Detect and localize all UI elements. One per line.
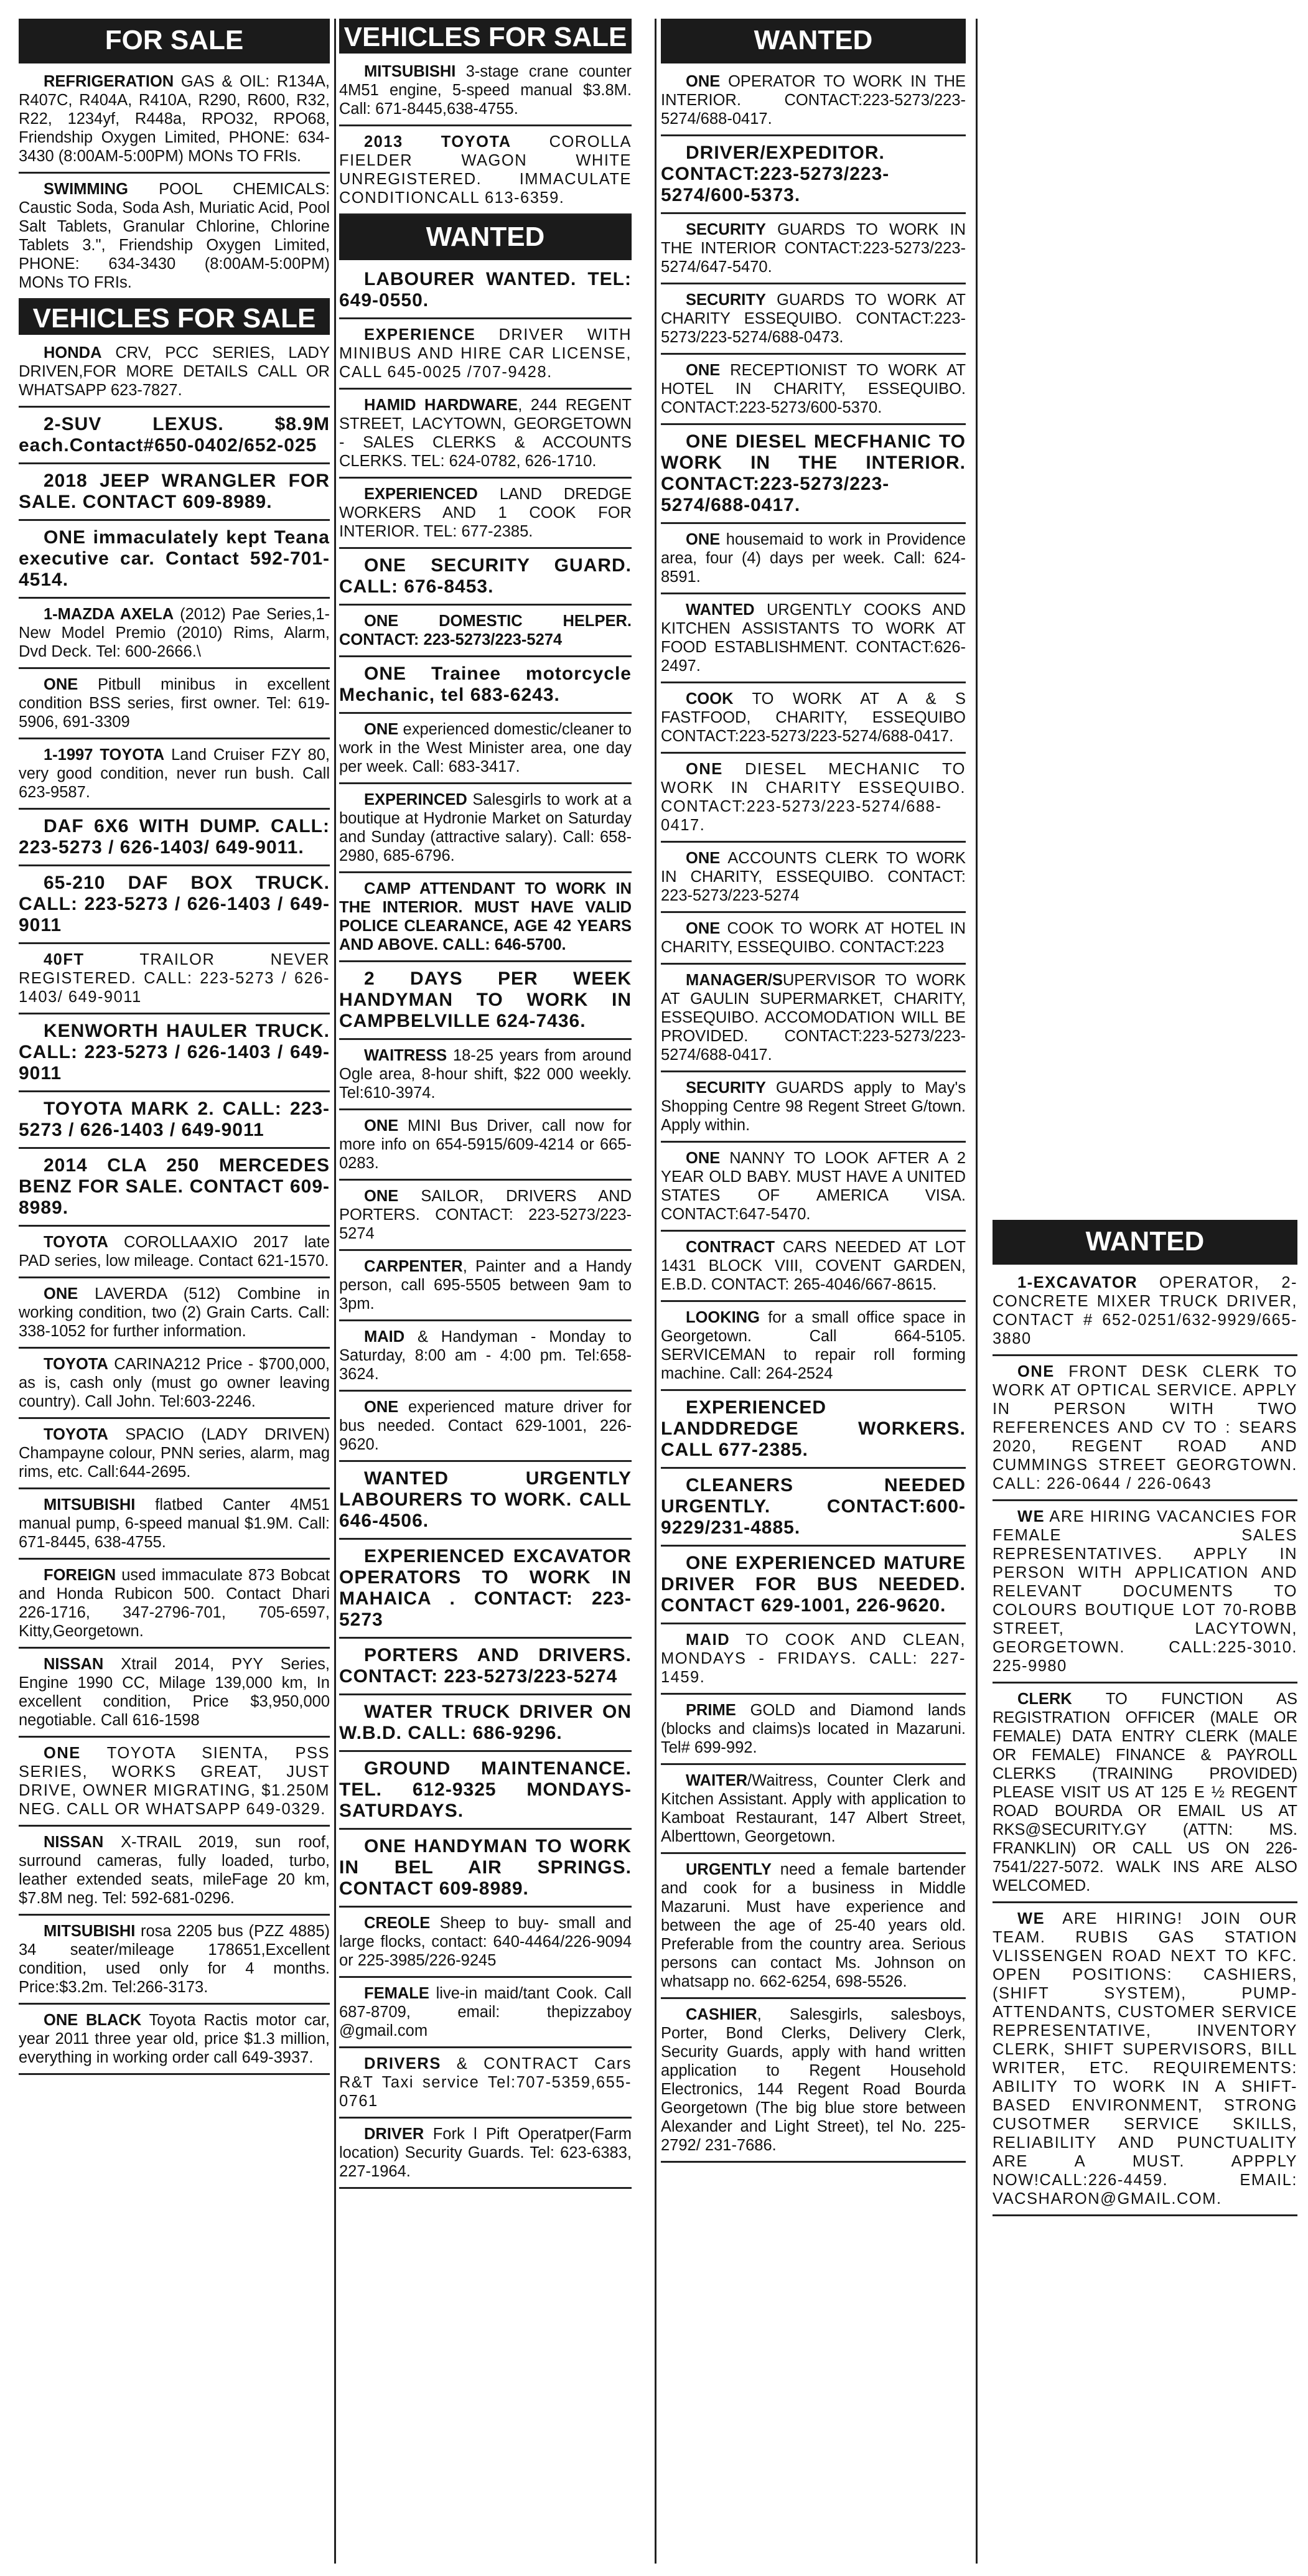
classified-ad [661, 965, 966, 1072]
classified-ad [339, 1321, 632, 1392]
classified-ad [19, 599, 330, 669]
ad-lead: ONE [364, 721, 399, 738]
ad-lead: HONDA [44, 344, 102, 362]
ad-text: Salesgirls to work at a boutique at Hydronie Market on Saturday and Sunday (attractive salary). Call: 658-2980, 685-6796. [339, 791, 632, 864]
ad-lead: WANTED URGENTLY LABOURERS TO WORK. CALL 646-4506. [339, 1468, 632, 1531]
ad-lead: EXPERINCED [364, 791, 467, 808]
ad-lead: WE [1017, 1910, 1045, 1927]
ad-text: URGENTLY COOKS AND KITCHEN ASSISTANTS TO WORK AT FOOD ESTABLISHMENT. CONTACT:626-2497. [661, 601, 966, 675]
classified-ad [19, 1092, 330, 1149]
ad-text: Xtrail 2014, PYY Series, Engine 1990 CC, Milage 139,000 km, In excellent condition, Price $3,950,000 negotiable. Call 616-1598 [19, 1656, 330, 1729]
classified-ad [339, 962, 632, 1040]
ad-lead: MITSUBISHI [44, 1923, 136, 1940]
classified-ad [339, 1830, 632, 1908]
column-divider [334, 19, 336, 2564]
ad-lead: TOYOTA [44, 1234, 108, 1251]
ad-text: Land Cruiser FZY 80, very good condition, never run bush. Call 623-9587. [19, 746, 330, 801]
classified-ad [19, 1349, 330, 1419]
classified-ad [661, 1999, 966, 2163]
ad-lead: CASHIER [686, 2006, 757, 2023]
classified-ad [661, 136, 966, 214]
ad-lead: FOREIGN [44, 1567, 116, 1584]
ad-lead: ONE [686, 1150, 721, 1167]
classified-ad [19, 1149, 330, 1227]
classified-ad [19, 1649, 330, 1738]
ad-text: 3-stage crane counter 4M51 engine, 5-speed manual $3.8M. Call: 671-8445,638-4755. [339, 63, 632, 118]
ad-lead: DRIVER/EXPEDITOR. CONTACT:223-5273/223-5274/600-5373. [661, 143, 890, 205]
ad-text: /Waitress, Counter Clerk and Kitchen Assistant. Apply with application to Kamboat Restaurant, 147 Albert Street, Alberttown, Georgetown. [661, 1772, 966, 1845]
ad-text: 18-25 years from around Ogle area, 8-hour shift, $22 000 weekly. Tel:610-3974. [339, 1047, 632, 1102]
classified-ad [19, 1419, 330, 1489]
classified-ad [661, 214, 966, 284]
ad-text: (2012) Pae Series,1- New Model Premio (2010) Rims, Alarm, Dvd Deck. Tel: 600-2666.\ [19, 606, 330, 660]
ad-lead: SECURITY [686, 1079, 766, 1097]
section-header: WANTED [661, 19, 966, 63]
column-divider [655, 19, 656, 2564]
ad-text: SAILOR, DRIVERS AND PORTERS. CONTACT: 223-5273/223-5274 [339, 1187, 632, 1242]
ad-lead: CLEANERS NEEDED URGENTLY. CONTACT:600-9229/231-4885. [661, 1475, 966, 1538]
classified-ad [339, 784, 632, 873]
ad-text: Fork l Pift Operatper(Farm location) Security Guards. Tel: 623-6383, 227-1964. [339, 2125, 632, 2180]
ad-lead: CLERK [1017, 1690, 1072, 1708]
ad-lead: KENWORTH HAULER TRUCK. CALL: 223-5273 / 626-1403 / 649-9011 [19, 1021, 330, 1084]
classified-ad [339, 1752, 632, 1830]
classified-ad [661, 1232, 966, 1302]
ad-lead: WANTED [686, 601, 755, 619]
ad-lead: 65-210 DAF BOX TRUCK. CALL: 223-5273 / 626-1403 / 649-9011 [19, 873, 330, 935]
classified-ad [993, 1684, 1297, 1903]
classified-ad [339, 606, 632, 657]
column-divider [976, 19, 978, 2564]
ad-text: TOYOTA SIENTA, PSS SERIES, WORKS GREAT, JUST DRIVE, OWNER MIGRATING, $1.250M NEG. CALL OR WHATSAPP 649-0329. [19, 1745, 330, 1818]
classified-ad [339, 1110, 632, 1181]
classified-ad [339, 1540, 632, 1639]
ad-text: CRV, PCC SERIES, LADY DRIVEN,FOR MORE DETAILS CALL OR WHATSAPP 623-7827. [19, 344, 330, 399]
section-header: VEHICLES FOR SALE [339, 19, 632, 54]
ad-text: TO WORK AT A & S FASTFOOD, CHARITY, ESSEQUIBO CONTACT:223-5273/223-5274/688-0417. [661, 690, 966, 745]
classified-ad [19, 944, 330, 1014]
ad-lead: ONE DIESEL MECFHANIC TO WORK IN THE INTERIOR. CONTACT:223-5273/223-5274/688-0417. [661, 431, 966, 515]
section-header: WANTED [339, 215, 632, 260]
classified-ad [19, 1489, 330, 1560]
ad-lead: 40FT [44, 951, 85, 968]
ad-text: experienced mature driver for bus needed. Contact 629-1001, 226-9620. [339, 1398, 632, 1453]
classified-ad [19, 408, 330, 464]
ad-lead: 2 DAYS PER WEEK HANDYMAN TO WORK IN CAMPBELVILLE 624-7436. [339, 968, 632, 1031]
ad-lead: ONE EXPERIENCED MATURE DRIVER FOR BUS NEEDED. CONTACT 629-1001, 226-9620. [661, 1553, 966, 1616]
ad-lead: 2014 CLA 250 MERCEDES BENZ FOR SALE. CONTACT 609-8989. [19, 1155, 330, 1218]
ad-lead: MAID [686, 1631, 731, 1649]
ad-text: GOLD and Diamond lands (blocks and claims)s located in Mazaruni. Tel# 699-992. [661, 1702, 966, 1756]
classified-ad [339, 714, 632, 784]
classified-ad [19, 521, 330, 599]
ad-lead: ONE [364, 1117, 399, 1135]
classified-ad [993, 1356, 1297, 1501]
classified-ad [661, 594, 966, 683]
ad-text: for a small office space in Georgetown. Call 664-5105. SERVICEMAN to repair roll forming machine. Call: 264-2524 [661, 1309, 966, 1382]
ad-lead: PORTERS AND DRIVERS. CONTACT: 223-5273/223-5274 [339, 1645, 632, 1687]
ad-text: SPACIO (LADY DRIVEN) Champayne colour, PNN series, alarm, mag rims, etc. Call:644-2695. [19, 1426, 330, 1481]
classified-ad [661, 1765, 966, 1854]
ad-lead: ONE Trainee motorcycle Mechanic, tel 683-6243. [339, 663, 632, 705]
ad-lead: ONE [44, 1745, 81, 1762]
ad-text: NANNY TO LOOK AFTER A 2 YEAR OLD BABY. MUST HAVE A UNITED STATES OF AMERICA VISA. CONTACT:647-5470. [661, 1150, 966, 1223]
ad-text: ARE HIRING VACANCIES FOR FEMALE SALES REPRESENTATIVES. APPLY IN PERSON WITH APPLICATION AND RELEVANT DOCUMENTS TO COLOURS BOUTIQUE LOT 70-ROBB STREET, LACYTOWN, GEORGETOWN. CALL:225-3010. 225-9980 [993, 1508, 1297, 1675]
ad-text: X-TRAIL 2019, sun roof, surround cameras, fully loaded, turbo, leather extended seats, mileFage 20 km, $7.8M neg. Tel: 592-681-0296. [19, 1834, 330, 1907]
ad-text: & CONTRACT Cars R&T Taxi service Tel:707-5359,655-0761 [339, 2055, 632, 2110]
ad-lead: ONE [44, 527, 86, 548]
ad-text: experienced domestic/cleaner to work in the West Minister area, one day per week. Call: 683-3417. [339, 721, 632, 775]
classified-ad [339, 479, 632, 549]
ad-text: COROLLAAXIO 2017 late PAD series, low mileage. Contact 621-1570. [19, 1234, 330, 1270]
ad-text: GAS & OIL: R134A, R407C, R404A, R410A, R290, R600, R32, R22, 1234yf, R448a, RPO32, RPO68, Friendship Oxygen Limited, PHONE: 634-3430 (8:00AM-5:00PM) MONs TO FRIs. [19, 73, 330, 165]
ad-lead: DRIVER [364, 2125, 424, 2143]
classified-ad [19, 810, 330, 866]
column-3 [661, 19, 966, 2163]
classified-ad [339, 1639, 632, 1695]
ad-text: MINI Bus Driver, call now for more info on 654-5915/609-4214 or 665-0283. [339, 1117, 632, 1172]
ad-lead: ONE BLACK [44, 2012, 142, 2029]
classified-ad [19, 1827, 330, 1916]
classified-ad [19, 669, 330, 739]
ad-lead: ONE [364, 1398, 399, 1416]
ad-lead: ONE SECURITY GUARD. CALL: 676-8453. [339, 555, 632, 597]
classified-ad [339, 1978, 632, 2048]
column-2 [339, 19, 632, 2189]
ad-text: UPERVISOR TO WORK AT GAULIN SUPERMARKET, CHARITY, ESSEQUIBO. ACCOMODATION WILL BE PROVIDED. CONTACT:223-5273/223-5274/688-0417. [661, 972, 966, 1064]
ad-lead: SECURITY [686, 221, 766, 238]
ad-lead: ONE [364, 1187, 399, 1205]
ad-lead: REFRIGERATION [44, 73, 174, 90]
section-header: VEHICLES FOR SALE [19, 300, 330, 335]
classified-ad [19, 464, 330, 521]
ad-lead: PRIME [686, 1702, 736, 1719]
column-1 [19, 19, 330, 2075]
classified-ad [339, 319, 632, 390]
ad-text: GUARDS apply to May's Shopping Centre 98 Regent Street G/town. Apply within. [661, 1079, 966, 1134]
ad-lead: CAMP ATTENDANT TO WORK IN THE INTERIOR. MUST HAVE VALID POLICE CLEARANCE, AGE 42 YEARS AND ABOVE. CALL: 646-5700. [339, 880, 632, 953]
ad-text: housemaid to work in Providence area, four (4) days per week. Call: 624-8591. [661, 531, 966, 586]
ad-text: OPERATOR, 2- CONCRETE MIXER TRUCK DRIVER, CONTACT # 652-0251/632-9929/665-3880 [993, 1274, 1297, 1347]
ad-lead: EXPERIENCED LANDDREDGE WORKERS. CALL 677-2385. [661, 1397, 966, 1460]
classified-ad [661, 1547, 966, 1624]
section-header: FOR SALE [19, 19, 330, 63]
ad-text: LAND DREDGE WORKERS AND 1 COOK FOR INTERIOR. TEL: 677-2385. [339, 485, 632, 540]
ad-lead: ONE [686, 920, 721, 937]
ad-lead: ONE [686, 362, 721, 379]
ad-text: immaculately kept Teana executive car. Contact 592-701-4514. [19, 527, 330, 590]
ad-text: , 244 REGENT STREET, LACYTOWN, GEORGETOWN - SALES CLERKS & ACCOUNTS CLERKS. TEL: 624-0782, 626-1710. [339, 396, 632, 470]
ad-text: ARE HIRING! JOIN OUR TEAM. RUBIS GAS STATION VLISSENGEN ROAD NEXT TO KFC. OPEN POSITIONS: CASHIERS, (SHIFT SYSTEM), PUMP-ATTENDANTS, CUSTOMER SERVICE REPRESENTATIVE, INVENTORY CLERK, SHIFT SUPERVISORS, BILL WRITER, ETC. REQUIREMENTS: ABILITY TO WORK IN A SHIFT-BASED ENVIRONMENT, STRONG CUSOTMER SERVICE SKILLS, RELIABILITY AND PUNCTUALITY ARE A MUST. APPPLY NOW!CALL:226-4459. EMAIL: VACSHARON@GMAIL.COM. [993, 1910, 1297, 2208]
classified-ad [19, 739, 330, 810]
ad-lead: ONE [686, 73, 721, 90]
classified-ad [661, 913, 966, 965]
classified-ad [661, 1624, 966, 1695]
classified-ad [339, 1181, 632, 1251]
ad-lead: ONE HANDYMAN TO WORK IN BEL AIR SPRINGS. CONTACT 609-8989. [339, 1836, 632, 1899]
classified-ad [19, 1560, 330, 1649]
classified-ad [661, 1143, 966, 1232]
classified-ad [661, 1391, 966, 1469]
ad-lead: EXPERIENCE [364, 326, 476, 344]
classified-ad [19, 866, 330, 944]
ad-text: FRONT DESK CLERK TO WORK AT OPTICAL SERVICE. APPLY IN PERSON WITH TWO REFERENCES AND CV TO : SEARS 2020, REGENT ROAD AND CUMMINGS STREET GEORGTOWN. CALL: 226-0644 / 226-0643 [993, 1363, 1297, 1492]
classified-ad [19, 1227, 330, 1278]
ad-lead: CARPENTER [364, 1258, 463, 1275]
classified-ad [661, 754, 966, 843]
ad-lead: LABOURER WANTED. TEL: 649-0550. [339, 269, 632, 311]
ad-text: , Salesgirls, salesboys, Porter, Bond Clerks, Delivery Clerk, Security Guards, apply with hand written application to Regent Household Electronics, 144 Regent Road Bourda Georgetown (The big blue store between Alexander and Light Street), tel No. 225-2792/ 231-7686. [661, 2006, 966, 2154]
ad-text: rosa 2205 bus (PZZ 4885) 34 seater/mileage 178651,Excellent condition, used only for 4 months. Price:$3.2m. Tel:266-3173. [19, 1923, 330, 1996]
ad-text: used immaculate 873 Bobcat and Honda Rubicon 500. Contact Dhari 226-1716, 347-2796-701, 705-6597, Kitty,Georgetown. [19, 1567, 330, 1640]
classified-ad [993, 1903, 1297, 2216]
ad-text: GUARDS TO WORK IN THE INTERIOR CONTACT:223-5273/223-5274/647-5470. [661, 221, 966, 276]
ad-lead: ONE [686, 531, 721, 548]
ad-text: need a female bartender and cook for a business in Middle Mazaruni. Must have experience and between the age of 25-40 years old. Preferable from the country area. Serious persons can contact Ms. Johnson on whatsapp no. 662-6254, 698-5526. [661, 1861, 966, 1990]
classified-ad [19, 1278, 330, 1349]
ad-text: CARS NEEDED AT LOT 1431 BLOCK VIII, COVENT GARDEN, E.B.D. CONTACT: 265-4046/667-8615. [661, 1239, 966, 1293]
classified-ad [339, 1695, 632, 1752]
ad-lead: FEMALE [364, 1985, 429, 2002]
classified-ad [19, 2005, 330, 2075]
ad-lead: ONE [44, 676, 78, 693]
ad-lead: ONE [686, 850, 721, 867]
ad-lead: TOYOTA MARK 2. CALL: 223-5273 / 626-1403 / 649-9011 [19, 1098, 330, 1140]
ad-lead: URGENTLY [686, 1861, 772, 1878]
ad-text: Sheep to buy- small and large flocks, contact: 640-4464/226-9094 or 225-3985/226-9245 [339, 1914, 632, 1969]
ad-lead: DAF 6X6 WITH DUMP. CALL: 223-5273 / 626-1403/ 649-9011. [19, 816, 330, 858]
classified-ad [19, 337, 330, 408]
classified-ad [993, 1267, 1297, 1356]
classified-ad [339, 873, 632, 962]
ad-lead: NISSAN [44, 1834, 104, 1851]
classified-ad [661, 1854, 966, 1999]
ad-lead: MITSUBISHI [44, 1496, 136, 1514]
ad-lead: WAITRESS [364, 1047, 447, 1064]
ad-text: DIESEL MECHANIC TO WORK IN CHARITY ESSEQUIBO. CONTACT:223-5273/223-5274/688-0417. [661, 761, 966, 834]
classified-ad [661, 1072, 966, 1143]
ad-text: live-in maid/tant Cook. Call 687-8709, email: thepizzaboy @gmail.com [339, 1985, 632, 2040]
ad-text: GUARDS TO WORK AT CHARITY ESSEQUIBO. CONTACT:223-5273/223-5274/688-0473. [661, 291, 966, 346]
ad-text: TRAILOR NEVER REGISTERED. CALL: 223-5273 / 626-1403/ 649-9011 [19, 951, 330, 1006]
classified-ad [661, 843, 966, 913]
ad-lead: WE [1017, 1508, 1045, 1525]
ad-text: RECEPTIONIST TO WORK AT HOTEL IN CHARITY, ESSEQUIBO. CONTACT:223-5273/600-5370. [661, 362, 966, 416]
ad-lead: CREOLE [364, 1914, 431, 1932]
classified-ad [661, 284, 966, 355]
ad-lead: GROUND MAINTENANCE. TEL. 612-9325 MONDAYS-SATURDAYS. [339, 1758, 632, 1821]
classified-ad [339, 549, 632, 606]
ad-text: LAVERDA (512) Combine in working condition, two (2) Grain Carts. Call: 338-1052 for further information. [19, 1285, 330, 1340]
classified-ad [339, 2119, 632, 2189]
classified-ad [661, 524, 966, 594]
ad-text: TO FUNCTION AS REGISTRATION OFFICER (MALE OR FEMALE) DATA ENTRY CLERK (MALE OR FEMALE) FINANCE & PAYROLL CLERKS (TRAINING PROVIDED) PLEASE VISIT US AT 125 E ½ REGENT ROAD BOURDA OR EMAIL US AT RKS@SECURITY.GY (ATTN: MS. FRANKLIN) OR CALL US ON 226-7541/227-5072. WALK INS ARE ALSO WELCOMED. [993, 1690, 1297, 1895]
ad-lead: 1-EXCAVATOR [1017, 1274, 1138, 1291]
classified-ad [339, 657, 632, 714]
classified-ad [339, 126, 632, 215]
ad-text: ACCOUNTS CLERK TO WORK IN CHARITY, ESSEQUIBO. CONTACT: 223-5273/223-5274 [661, 850, 966, 904]
classified-ad [661, 1695, 966, 1765]
ad-text: DRIVER WITH MINIBUS AND HIRE CAR LICENSE, CALL 645-0025 /707-9428. [339, 326, 632, 381]
classified-ad [339, 1251, 632, 1321]
ad-lead: 2013 TOYOTA [364, 133, 512, 151]
ad-lead: TOYOTA [44, 1426, 108, 1443]
classified-ad [661, 683, 966, 754]
ad-lead: 1-MAZDA AXELA [44, 606, 174, 623]
ad-lead: 1-1997 TOYOTA [44, 746, 165, 764]
ad-lead: EXPERIENCED EXCAVATOR OPERATORS TO WORK IN MAHAICA . CONTACT: 223-5273 [339, 1546, 632, 1630]
ad-lead: HAMID HARDWARE [364, 396, 518, 414]
ad-text: COROLLA FIELDER WAGON WHITE UNREGISTERED. IMMACULATE CONDITIONCALL 613-6359. [339, 133, 632, 207]
ad-lead: SWIMMING [44, 180, 128, 198]
ad-lead: WAITER [686, 1772, 748, 1789]
ad-lead: ONE DOMESTIC HELPER. CONTACT: 223-5273/223-5274 [339, 612, 632, 649]
classified-ad [339, 1040, 632, 1110]
ad-lead: ONE [686, 761, 723, 778]
classified-ad [19, 1916, 330, 2005]
ad-lead: WATER TRUCK DRIVER ON W.B.D. CALL: 686-9296. [339, 1702, 632, 1743]
ad-lead: NISSAN [44, 1656, 104, 1673]
classified-ad [339, 263, 632, 319]
classified-ad [339, 390, 632, 479]
ad-lead: ONE [44, 1285, 78, 1303]
ad-lead: ONE [1017, 1363, 1055, 1380]
ad-lead: DRIVERS [364, 2055, 441, 2073]
ad-lead: 2-SUV LEXUS. $8.9M each.Contact#650-0402/652-025 [19, 414, 330, 456]
ad-lead: EXPERIENCED [364, 485, 478, 503]
ad-lead: LOOKING [686, 1309, 760, 1326]
ad-text: , Painter and a Handy person, call 695-5505 between 9am to 3pm. [339, 1258, 632, 1313]
ad-text: TO COOK AND CLEAN, MONDAYS - FRIDAYS. CALL: 227-1459. [661, 1631, 966, 1686]
classified-ad [993, 1501, 1297, 1684]
classified-ad [661, 66, 966, 136]
ad-lead: CONTRACT [686, 1239, 775, 1256]
classified-ad [661, 1469, 966, 1547]
classified-ad [661, 355, 966, 425]
ad-lead: MANAGER/S [686, 972, 783, 989]
classified-ad [19, 66, 330, 174]
ad-lead: 2018 JEEP WRANGLER FOR SALE. [19, 471, 330, 512]
ad-lead: COOK [686, 690, 734, 708]
ad-text: OPERATOR TO WORK IN THE INTERIOR. CONTACT:223-5273/223-5274/688-0417. [661, 73, 966, 128]
classified-ad [19, 174, 330, 300]
ad-text: POOL CHEMICALS: Caustic Soda, Soda Ash, Muriatic Acid, Pool Salt Tablets, Granular Chlorine, Chlorine Tablets 3.", Friendship Oxygen Limited, PHONE: 634-3430 (8:00AM-5:00PM) MONs TO FRIs. [19, 180, 330, 291]
classified-ad [661, 425, 966, 524]
ad-text: Pitbull minibus in excellent condition BSS series, first owner. Tel: 619-5906, 691-3309 [19, 676, 330, 731]
classified-ad [19, 1014, 330, 1092]
ad-text: CARINA212 Price - $700,000, as is, cash only (must go owner leaving country). Call John. Tel:603-2246. [19, 1356, 330, 1410]
ad-lead: MITSUBISHI [364, 63, 456, 80]
classified-ad [19, 1738, 330, 1827]
classified-ad [339, 1462, 632, 1540]
classified-ad [339, 1908, 632, 1978]
ad-text: flatbed Canter 4M51 manual pump, 6-speed manual $1.9M. Call: 671-8445, 638-4755. [19, 1496, 330, 1551]
classified-ad [661, 1302, 966, 1391]
classified-ad [339, 2048, 632, 2119]
ad-lead: TOYOTA [44, 1356, 108, 1373]
classified-ad [339, 1392, 632, 1462]
ad-text: COOK TO WORK AT HOTEL IN CHARITY, ESSEQUIBO. CONTACT:223 [661, 920, 966, 956]
column-4 [993, 1220, 1297, 2216]
ad-text: & Handyman - Monday to Saturday, 8:00 am - 4:00 pm. Tel:658-3624. [339, 1328, 632, 1383]
ad-text: CONTACT 609-8989. [77, 492, 273, 512]
ad-lead: MAID [364, 1328, 405, 1346]
ad-lead: SECURITY [686, 291, 766, 309]
classified-ad [339, 56, 632, 126]
ad-text: Toyota Ractis motor car, year 2011 three year old, price $1.3 million, everything in working order call 649-3937. [19, 2012, 330, 2066]
section-header: WANTED [993, 1220, 1297, 1265]
